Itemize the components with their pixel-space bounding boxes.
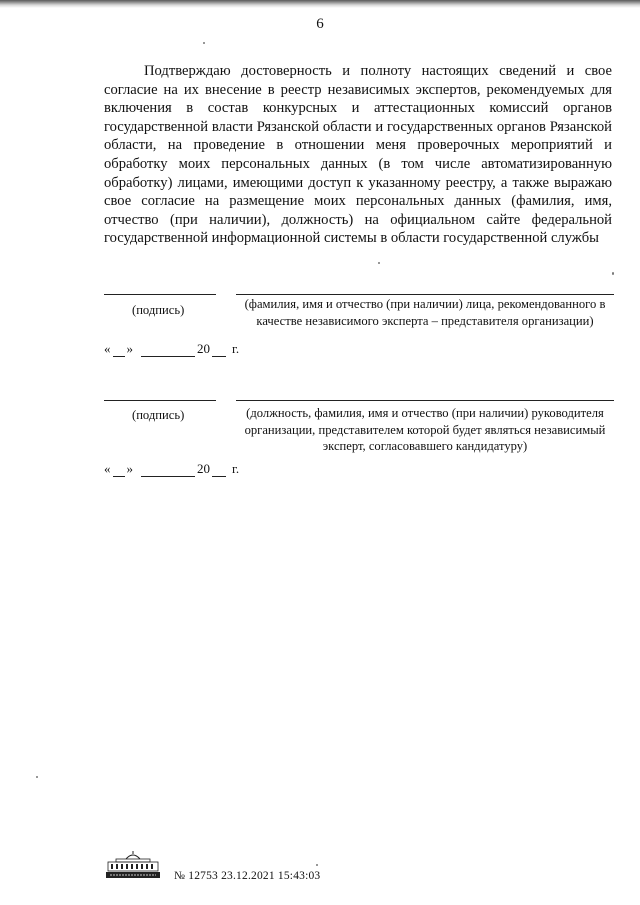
day-blank bbox=[113, 464, 125, 477]
date-open-quote: « bbox=[104, 461, 111, 476]
name-caption-2: (должность, фамилия, имя и отчество (при наличии) руководителя организации, представителем которой будет являться независимый эксперт, согласовавшего кандидатуру) bbox=[244, 406, 606, 453]
signature-line-2 bbox=[104, 400, 216, 401]
month-blank bbox=[141, 344, 195, 357]
signature-line-1 bbox=[104, 294, 216, 295]
month-blank bbox=[141, 464, 195, 477]
name-line-1 bbox=[236, 294, 614, 295]
page-number: 6 bbox=[316, 16, 324, 32]
date-close-quote: » bbox=[126, 461, 133, 476]
registration-stamp-text: № 12753 23.12.2021 15:43:03 bbox=[174, 870, 321, 882]
year-blank bbox=[212, 344, 226, 357]
scan-speck bbox=[36, 776, 38, 778]
signature-caption-2: (подпись) bbox=[132, 408, 185, 422]
date-line-2 bbox=[104, 461, 239, 477]
date-line-1 bbox=[104, 341, 239, 357]
government-building-stamp-icon bbox=[104, 850, 162, 880]
year-suffix: г. bbox=[232, 341, 240, 356]
scan-speck bbox=[203, 42, 205, 44]
year-prefix: 20 bbox=[197, 341, 210, 356]
year-blank bbox=[212, 464, 226, 477]
signature-caption-1: (подпись) bbox=[132, 303, 185, 317]
day-blank bbox=[113, 344, 125, 357]
consent-paragraph: Подтверждаю достоверность и полноту настоящих сведений и свое согласие на их внесение в реестр независимых экспертов, рекомендуемых для включения в состав конкурсных и аттестационных комиссий органов государственной власти Рязанской области и государственных органов Рязанской области, на проведение в отношении меня проверочных мероприятий и обработку моих персональных данных (в том числе автоматизированную обработку) лицами, имеющими доступ к указанному реестру, а также выражаю свое согласие на размещение моих персональных данных (фамилия, имя, отчество (при наличии), должность) на официальном сайте федеральной государственной информационной системы в области государственной службы bbox=[104, 63, 612, 247]
scan-speck bbox=[316, 864, 318, 866]
year-suffix: г. bbox=[232, 461, 240, 476]
scan-speck bbox=[612, 272, 614, 275]
scan-speck bbox=[378, 262, 380, 264]
name-caption-1: (фамилия, имя и отчество (при наличии) лица, рекомендованного в качестве независимого эксперта – представителя организации) bbox=[244, 297, 606, 328]
year-prefix: 20 bbox=[197, 461, 210, 476]
date-close-quote: » bbox=[126, 341, 133, 356]
date-open-quote: « bbox=[104, 341, 111, 356]
scan-edge bbox=[0, 0, 640, 8]
name-line-2 bbox=[236, 400, 614, 401]
